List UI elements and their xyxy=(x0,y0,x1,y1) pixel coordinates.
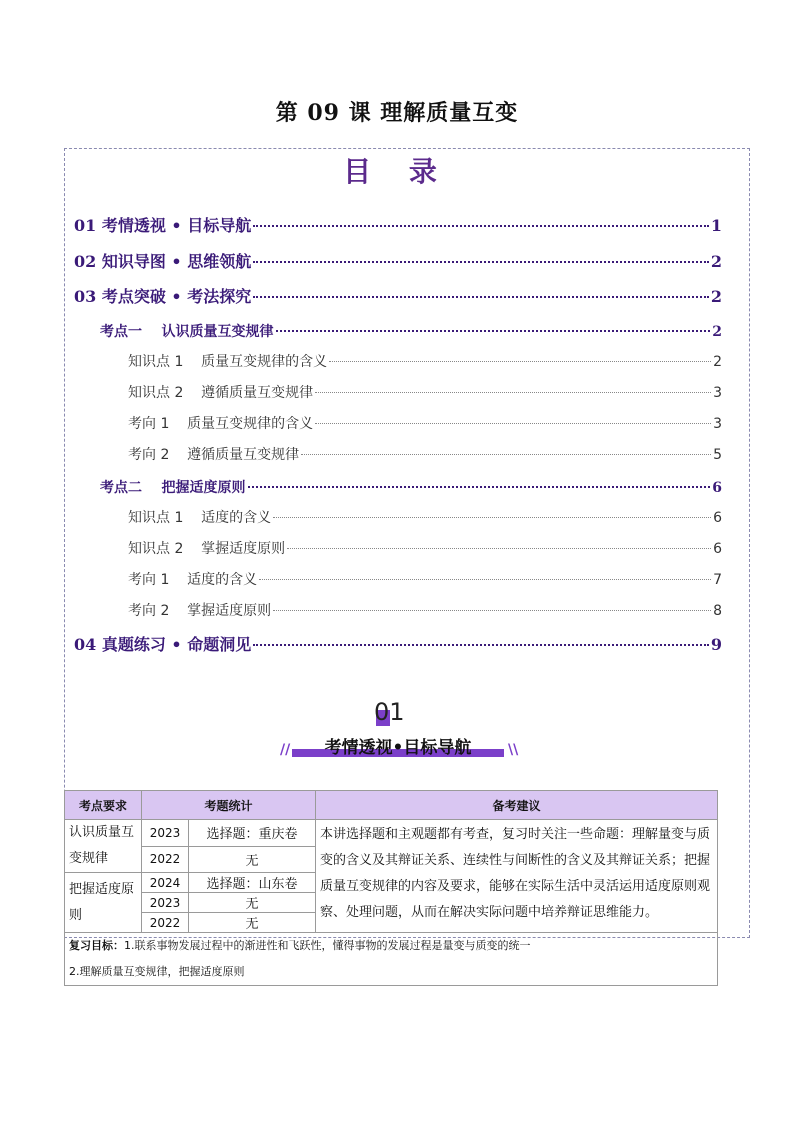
header-requirement: 考点要求 xyxy=(65,791,142,820)
header-advice: 备考建议 xyxy=(316,791,718,820)
banner-slash-right: \\ xyxy=(508,742,519,758)
toc-page-number: 2 xyxy=(710,252,722,271)
section-title: 考情透视•目标导航 xyxy=(324,738,472,758)
toc-leader-dots xyxy=(253,261,709,263)
toc-page-number: 5 xyxy=(713,447,722,463)
toc-page-number: 3 xyxy=(713,385,722,401)
toc-page-number: 2 xyxy=(712,324,722,340)
requirement-cell: 认识质量互变规律 xyxy=(65,820,142,873)
review-goal-cell xyxy=(65,933,718,986)
toc-entry[interactable] xyxy=(100,477,722,497)
toc-entry-label: 考点一 认识质量互变规律 xyxy=(100,324,274,340)
goal-row xyxy=(65,933,718,986)
requirement-cell: 把握适度原则 xyxy=(65,873,142,933)
toc-entry-label: 04 真题练习 • 命题洞见 xyxy=(74,635,252,654)
toc-page-number: 7 xyxy=(713,572,722,588)
source-cell: 无 xyxy=(189,846,316,873)
toc-page-number: 2 xyxy=(713,354,722,370)
exam-overview-table xyxy=(64,790,718,986)
page-title: 第 09 课 理解质量互变 xyxy=(275,100,519,126)
toc-leader-dots xyxy=(253,225,709,227)
toc-entry[interactable] xyxy=(128,351,722,371)
toc-entry-label: 考点二 把握适度原则 xyxy=(100,480,246,496)
toc-entry-label: 01 考情透视 • 目标导航 xyxy=(74,216,252,235)
year-cell: 2022 xyxy=(142,846,189,873)
toc-entry-label: 考向 2 遵循质量互变规律 xyxy=(128,447,300,463)
toc-entry-label: 知识点 2 遵循质量互变规律 xyxy=(128,385,314,401)
toc-leader-dots xyxy=(273,610,711,611)
toc-leader-dots xyxy=(329,361,711,362)
goal-label: 复习目标： xyxy=(69,939,124,952)
toc-page-number: 1 xyxy=(710,216,722,235)
toc-page-number: 6 xyxy=(713,510,722,526)
toc-entry-label: 03 考点突破 • 考法探究 xyxy=(74,287,252,306)
toc-entry[interactable] xyxy=(128,444,722,464)
advice-cell: 本讲选择题和主观题都有考查，复习时关注一些命题：理解量变与质变的含义及其辩证关系、连续性与间断性的含义及其辩证关系；把握质量互变规律的内容及要求，能够在实际生活中灵活运用适度原则观察、处理问题，从而在解决实际问题中培养辩证思维能力。 xyxy=(316,820,718,933)
toc-leader-dots xyxy=(253,296,709,298)
toc-page-number: 6 xyxy=(712,480,722,496)
goal-item: 1.联系事物发展过程中的渐进性和飞跃性，懂得事物的发展过程是量变与质变的统一 xyxy=(124,939,531,952)
year-cell: 2023 xyxy=(142,820,189,847)
toc-entry-label: 02 知识导图 • 思维领航 xyxy=(74,252,252,271)
toc-leader-dots xyxy=(273,517,711,518)
year-cell: 2024 xyxy=(142,873,189,893)
toc-entry[interactable] xyxy=(74,249,722,272)
section-banner xyxy=(292,733,504,757)
source-cell: 选择题：重庆卷 xyxy=(189,820,316,847)
year-cell: 2023 xyxy=(142,893,189,913)
toc-entry[interactable] xyxy=(74,213,722,236)
toc-leader-dots xyxy=(276,330,711,332)
toc-entry-label: 考向 1 质量互变规律的含义 xyxy=(128,416,314,432)
section-number-text: 01 xyxy=(374,698,405,726)
table-header-row xyxy=(65,791,718,820)
toc-leader-dots xyxy=(315,392,711,393)
goal-item: 2.理解质量互变规律，把握适度原则 xyxy=(69,965,245,978)
toc-entry-label: 考向 1 适度的含义 xyxy=(128,572,258,588)
toc-page-number: 6 xyxy=(713,541,722,557)
source-cell: 无 xyxy=(189,893,316,913)
toc-heading: 目 录 xyxy=(343,155,451,188)
toc-leader-dots xyxy=(248,486,711,488)
toc-leader-dots xyxy=(253,644,709,646)
toc-entry[interactable] xyxy=(128,507,722,527)
toc-page-number: 2 xyxy=(710,287,722,306)
toc-page-number: 8 xyxy=(713,603,722,619)
toc-entry[interactable] xyxy=(128,382,722,402)
toc-leader-dots xyxy=(315,423,711,424)
header-stats: 考题统计 xyxy=(142,791,316,820)
toc-leader-dots xyxy=(301,454,711,455)
banner-slash-left: // xyxy=(280,742,291,758)
toc-page-number: 3 xyxy=(713,416,722,432)
toc-entry-label: 知识点 2 掌握适度原则 xyxy=(128,541,286,557)
toc-entry[interactable] xyxy=(74,284,722,307)
source-cell: 无 xyxy=(189,913,316,933)
toc-page-number: 9 xyxy=(710,635,722,654)
section-number xyxy=(374,698,405,726)
toc-leader-dots xyxy=(259,579,711,580)
source-cell: 选择题：山东卷 xyxy=(189,873,316,893)
toc-entry-label: 知识点 1 质量互变规律的含义 xyxy=(128,354,328,370)
toc-entry[interactable] xyxy=(100,321,722,341)
toc-entry-label: 知识点 1 适度的含义 xyxy=(128,510,272,526)
toc-entry[interactable] xyxy=(128,538,722,558)
year-cell: 2022 xyxy=(142,913,189,933)
toc-entry[interactable] xyxy=(128,600,722,620)
toc-entry[interactable] xyxy=(128,569,722,589)
toc-entry[interactable] xyxy=(128,413,722,433)
table-row xyxy=(65,820,718,847)
toc-entry[interactable] xyxy=(74,632,722,655)
toc-leader-dots xyxy=(287,548,711,549)
toc-entry-label: 考向 2 掌握适度原则 xyxy=(128,603,272,619)
